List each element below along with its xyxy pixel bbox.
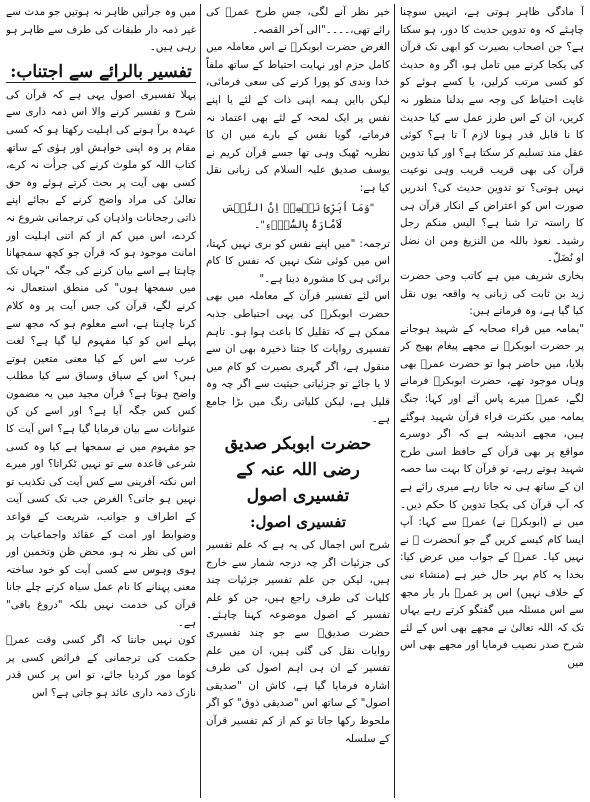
section-subheading: تفسیری اصول: xyxy=(250,513,346,532)
paragraph: کون نہیں جانتا کہ اگر کسی وقت عمرؓ حکمت کی ترجمانی کے فرائض کسی پر کوما مور کردیا جائے، تو اس پر کس قدر نازک ذمہ داری عائد ہو جاتی ہے؟ اس xyxy=(6,634,196,699)
heading-underline xyxy=(6,82,196,83)
paragraph: اس لئے تفسیر قرآن کے معاملہ میں بھی حضرت ابوبکرؓ کی یہی احتیاطی جذبہ ممکن ہے کہ تقلیل کا باعث ہوا ہو۔ تاہم تفسیری روایات کا جتنا ذخیرہ بھی ان سے منقول ہے، اگر گہری بصیرت کو کام میں لا یا جائے تو جزئیاتی حیثیت سے اگر چہ وہ قلیل ہے، لیکن کلیاتی رنگ میں بڑا جامع ہے۔ xyxy=(206,290,390,426)
section-heading-box xyxy=(6,59,196,85)
paragraph: بخاری شریف میں ہے کاتب وحی حضرت زید بن ثابت کی زبانی یہ واقعہ یوں نقل کیا گیا ہے، وہ فرماتے ہیں: xyxy=(400,269,584,318)
paragraph: آ مادگی ظاہر ہوتی ہے، انہیں سوچنا چاہئے کہ وہ تدوین حدیث کا دور، ہو سکتا ہے؟ جن اصحاب بصیرت کو ابھی تک قرآن کی یکجا کرنے میں تامل ہو، اگر وہ حدیث کو کسی مرتب کرلیں، یا کسے ہوئے کو غایت احتیاط کی وجہ سے بدلنا منظور نہ کریں، ان کے اس طرز عمل سے کیا حدیث کا نا قابل قدر ہونا لازم آ تا ہے؟ کوئی عقل مند تسلیم کر سکتا ہے؟ اور کیا تدوین قرآن کی بھی قریب قریب وہی نوعیت نہیں ہوتی؟ تو تدوین حدیث کی؟ اندریں صورت اس کو اعتراض کے انکار قرآن ہی کا راستہ ترا شنا ہے؟ الیس منکم رجل رشید۔ نعوذ باللہ من النزیغ ومن ان نضل او نُضَلّ۔ xyxy=(400,6,584,265)
column-right xyxy=(400,4,584,798)
paragraph: الغرض حضرت ابوبکرؓ نے اس معاملہ میں کامل حزم اور نہایت احتیاط کے ساتھ ملفاً خدا وندی کو پورا کرنے کی سعی فرمائی، لیکن باایں ہمہ اپنی ذات کے لئے یا اپنے نفس پر ایک لمحہ کے لئے بھی اعتماد نہ فرماتے، گویا نفس کے بارے میں ان کا نظریہ ٹھیک وہی تھا جسے قرآن کریم نے یوسف صدیق علیہ السلام کی زبانی نقل کیا ہے: xyxy=(206,41,390,194)
column-left xyxy=(6,4,196,798)
translation: ترجمہ: "میں اپنے نفس کو بری نہیں کہتا، اس میں کوئی شک نہیں کہ نفس کا کام برائی ہی کا مشورہ دینا ہے۔" xyxy=(206,237,390,285)
column-divider xyxy=(394,4,395,798)
section-heading: حضرت ابوبکر صدیق رضی اللہ عنہ کے تفسیری اصول xyxy=(224,434,372,507)
section-heading: تفسیر بالرائے سے اجتناب: xyxy=(10,61,192,82)
quranic-verse: "وَمَآ اُبَرِّئُ نَفۡسِیۡ اِنَّ النَّفۡسَ لَاَمَّارَةٌۢ بِالسُّوۡٓءِ"۔ xyxy=(221,201,375,231)
paragraph: پہلا تفسیری اصول یہی ہے کہ قرآن کی شرح و تفسیر کرنے والا اس ذمہ داری سے عہدہ برآ ہونے کی اہلیت رکھتا ہو کہ کسی مقام پر وہ اپنی خواہش اور ہوٰی کے ساتھ کتاب اللہ کو ملوث کرنے کی جرأت نہ کرے، کسی بھی آیت پر بحث کرتے ہوئے وہ حق تعالیٰ کی مراد واضح کرنے کے بجائے اپنے ذاتی رجحانات واذہان کی ترجمانی شروع نہ کردے، اس میں کم از کم اتنی اہلیت اور امانت موجود ہو کہ قرآن جو کچھ سمجھانا چاہتا ہے اسے بیان کرنے کی جگہ "جہاں تک میں سمجھا ہوں" کی منطق استعمال نہ کرنے لگے، قرآن کی جس آیت پر وہ کلام کرنا چاہتا ہے، اسے معلوم ہو کہ مجھ سے پہلے اس کو کیا مفہوم لیا گیا ہے؟ لغت عرب سے اس کے کیا معنی متعین ہوتے ہیں؟ اس کے سیاق وسباق سے کیا مطلب واضح ہوتا ہے؟ قرآن مجید میں یہ مضمون کس کس جگہ آیا ہے؟ اور اسے کن کن عنوانات سے بیان فرمایا گیا ہے؟ اس آیت کا جو مفہوم میں نے سمجھا ہے کیا وہ کسی شرعی قاعدہ سے تو نہیں ٹکراتا؟ اور میرے اس نکتہ آفرینی سے کس آیت کی تکذیب تو نہیں ہو جاتی؟ الغرض جب تک کسی آیت کے اطراف و جوانب، شریعت کے قواعد وضوابط اور امت کے عقائد واجماعیات پر اس کی نظر نہ ہو، محض ظن وتخمین اور ہوی وہوس سے کسی آیت کو خود ساختہ معنی پہنانے کا نام عمل سیاہ کرتے چلے جانا قرآن کی خدمت نہیں بلکہ "دروغ بافی" ہے۔ xyxy=(6,88,196,629)
paragraph: خیر نظر آنے لگی، جس طرح عمرؓ کی رائے تھی،۔۔۔۔"الی آخر القصہ۔ xyxy=(206,6,390,36)
paragraph: شرح اس اجمال کی یہ ہے کہ علم تفسیر کی جزئیات اگر چہ درجہ شمار سے خارج ہیں، لیکن جن علم تفسیر جزئیات چند کلیات کی طرف راجع ہیں، جن کو علم تفسیر کے اصول موضوعہ کہنا چاہئے۔ حضرت صدیقؓ سے جو چند تفسیری روایات نقل کی گئی ہیں، ان میں علم تفسیر کے ان ہی اہم اصول کی طرف اشارہ فرمایا گیا ہے، کاش ان "صدیقی اصول" کے ساتھ اس "صدیقی ذوق" کو اگر ملحوظ رکھا جاتا تو کم از کم تفسیر قرآن کے سلسلہ xyxy=(206,539,390,745)
column-divider xyxy=(200,4,201,798)
paragraph: میں وہ جرأتیں ظاہر نہ ہوتیں جو مدت سے غیر ذمہ دار طبقات کی طرف سے ظاہر ہو رہی ہیں۔ xyxy=(6,6,196,54)
column-middle xyxy=(206,4,390,798)
quotation: "یمامہ میں قراء صحابہ کے شہید ہوجانے پر حضرت ابوبکرؓ نے مجھے پیغام بھیج کر بلایا، میں حاضر ہوا تو حضرت عمرؓ بھی وہاں موجود تھے، حضرت ابوبکرؓ فرمانے لگے، عمرؓ میرے پاس آئے اور کہا: جنگ یمامہ میں بکثرت قراء قرآن شہید ہوگئے ہیں، مجھے اندیشہ ہے کہ اگر دوسرے مواقع پر بھی قرآن کے حافظ اسی طرح شہید ہوتے رہے، تو قرآن کا بہت سا حصہ ان کے ساتھ ہی نہ جاتا رہے میری رائے ہے کہ آپ قرآن کی یکجا تدوین کا حکم دیں۔ میں نے (ابوبکرؓ نے) عمرؓ سے کہا: آپ ایسا کام کیسے کریں گے جو آنحضرت ﷺ نے نہیں کیا۔ عمرؓ کے جواب میں عرض کیا: بخدا یہ کام بہر حال خیر ہے (منشاء نبی کے خلاف نہیں) اس پر عمرؓ بار بار مجھ سے اس مسئلہ میں گفتگو کرتے رہے یہاں تک کہ اللہ تعالیٰ نے مجھے بھی اس کے لئے شرح صدر نصیب فرمایا اور مجھے بھی اس میں xyxy=(400,322,584,669)
